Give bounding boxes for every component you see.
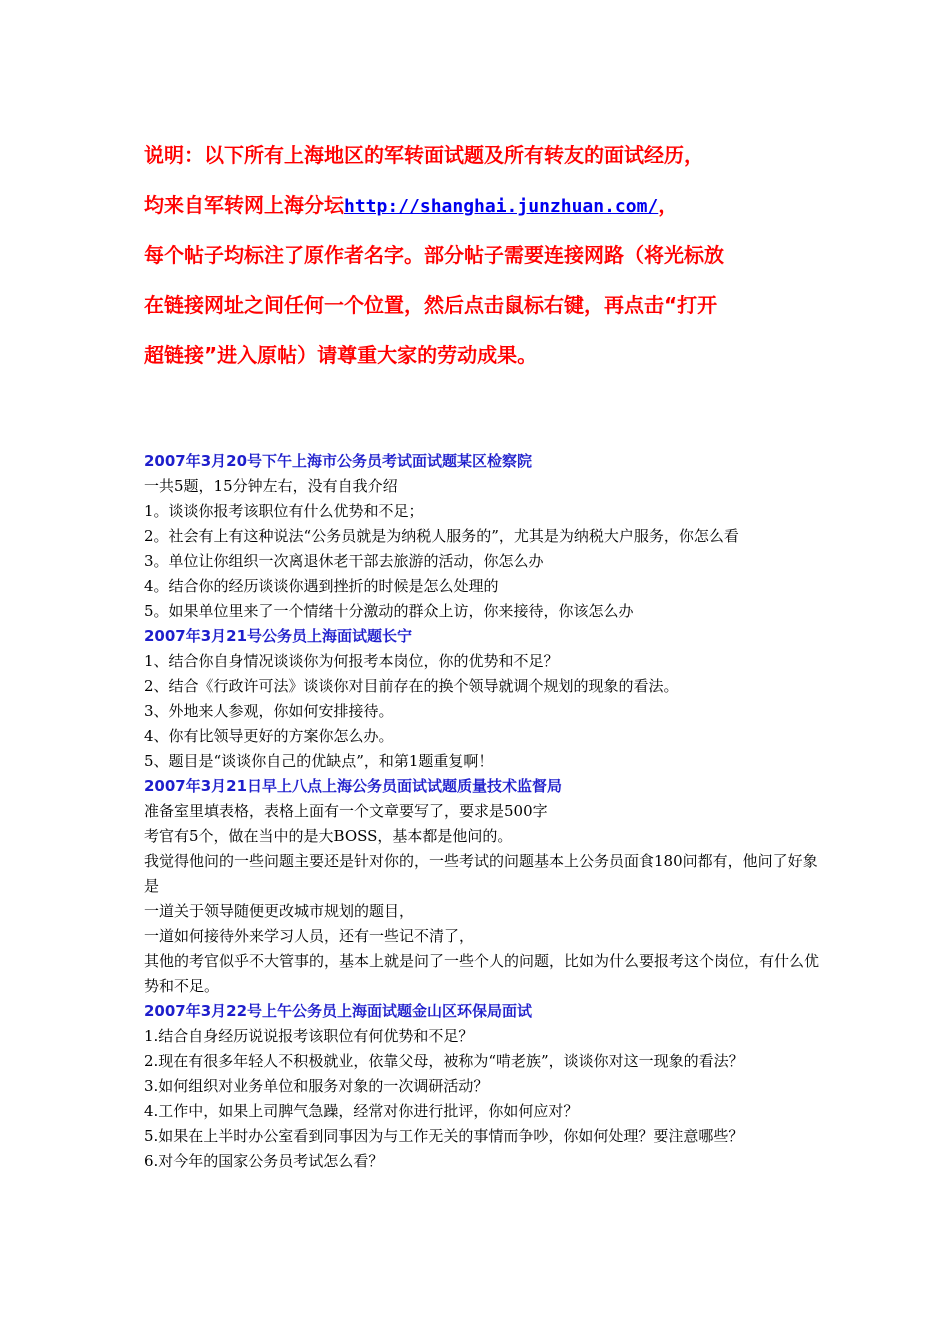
section-line: 一共5题，15分钟左右，没有自我介绍 [144,477,398,495]
forum-link[interactable]: http://shanghai.junzhuan.com/ [344,196,659,217]
section-line: 一道如何接待外来学习人员，还有一些记不清了， [144,927,475,945]
section-line: 2、结合《行政许可法》谈谈你对目前存在的换个领导就调个规划的现象的看法。 [144,677,679,695]
section-zhiliang [144,774,824,999]
section-line: 5、题目是“谈谈你自己的优缺点”，和第1题重复啊！ [144,752,494,770]
section-line: 我觉得他问的一些问题主要还是针对你的，一些考试的问题基本上公务员面食180问都有，他问了好象是 [144,852,818,895]
section-jinshan [144,999,824,1174]
section-line: 3.如何组织对业务单位和服务对象的一次调研活动？ [144,1077,489,1095]
section-line: 6.对今年的国家公务员考试怎么看？ [144,1152,384,1170]
section-line: 1、结合你自身情况谈谈你为何报考本岗位，你的优势和不足？ [144,652,559,670]
section-line: 4.工作中，如果上司脾气急躁，经常对你进行批评，你如何应对？ [144,1102,579,1120]
section-line: 一道关于领导随便更改城市规划的题目， [144,902,415,920]
section-jiancha [144,449,824,624]
section-line: 考官有5个，做在当中的是大BOSS，基本都是他问的。 [144,827,513,845]
section-line: 1。谈谈你报考该职位有什么优势和不足； [144,502,424,520]
section-line: 准备室里填表格，表格上面有一个文章要写了，要求是500字 [144,802,548,820]
interview-sections [144,449,824,1174]
section-line: 5。如果单位里来了一个情绪十分激动的群众上访，你来接待，你该怎么办 [144,602,634,620]
section-line: 2.现在有很多年轻人不积极就业，依靠父母，被称为“啃老族”，谈谈你对这一现象的看法？ [144,1052,744,1070]
notice-line-2-suffix: ， [658,193,679,217]
section-line: 3、外地来人参观，你如何安排接待。 [144,702,394,720]
section-line: 4。结合你的经历谈谈你遇到挫折的时候是怎么处理的 [144,577,499,595]
notice-line-1: 说明：以下所有上海地区的军转面试题及所有转友的面试经历， [144,143,704,167]
notice-line-4: 在链接网址之间任何一个位置，然后点击鼠标右键，再点击“打开 [144,293,718,317]
section-title: 2007年3月20号下午上海市公务员考试面试题某区检察院 [144,452,533,470]
section-title: 2007年3月21日早上八点上海公务员面试试题质量技术监督局 [144,777,563,795]
notice-block [144,130,844,380]
notice-line-2-prefix: 均来自军转网上海分坛 [144,193,344,217]
section-line: 其他的考官似乎不大管事的，基本上就是问了一些个人的问题，比如为什么要报考这个岗位，有什么优势和不足。 [144,952,820,995]
section-title: 2007年3月22号上午公务员上海面试题金山区环保局面试 [144,1002,533,1020]
notice-line-2 [144,180,844,230]
section-line: 3。单位让你组织一次离退休老干部去旅游的活动，你怎么办 [144,552,544,570]
section-line: 1.结合自身经历说说报考该职位有何优势和不足？ [144,1027,474,1045]
section-changning [144,624,824,774]
section-line: 5.如果在上半时办公室看到同事因为与工作无关的事情而争吵，你如何处理？要注意哪些？ [144,1127,744,1145]
notice-line-5: 超链接”进入原帖）请尊重大家的劳动成果。 [144,343,538,367]
section-line: 4、你有比领导更好的方案你怎么办。 [144,727,394,745]
section-line: 2。社会有上有这种说法“公务员就是为纳税人服务的”，尤其是为纳税大户服务，你怎么看 [144,527,739,545]
section-title: 2007年3月21号公务员上海面试题长宁 [144,627,413,645]
notice-line-3: 每个帖子均标注了原作者名字。部分帖子需要连接网路（将光标放 [144,243,724,267]
